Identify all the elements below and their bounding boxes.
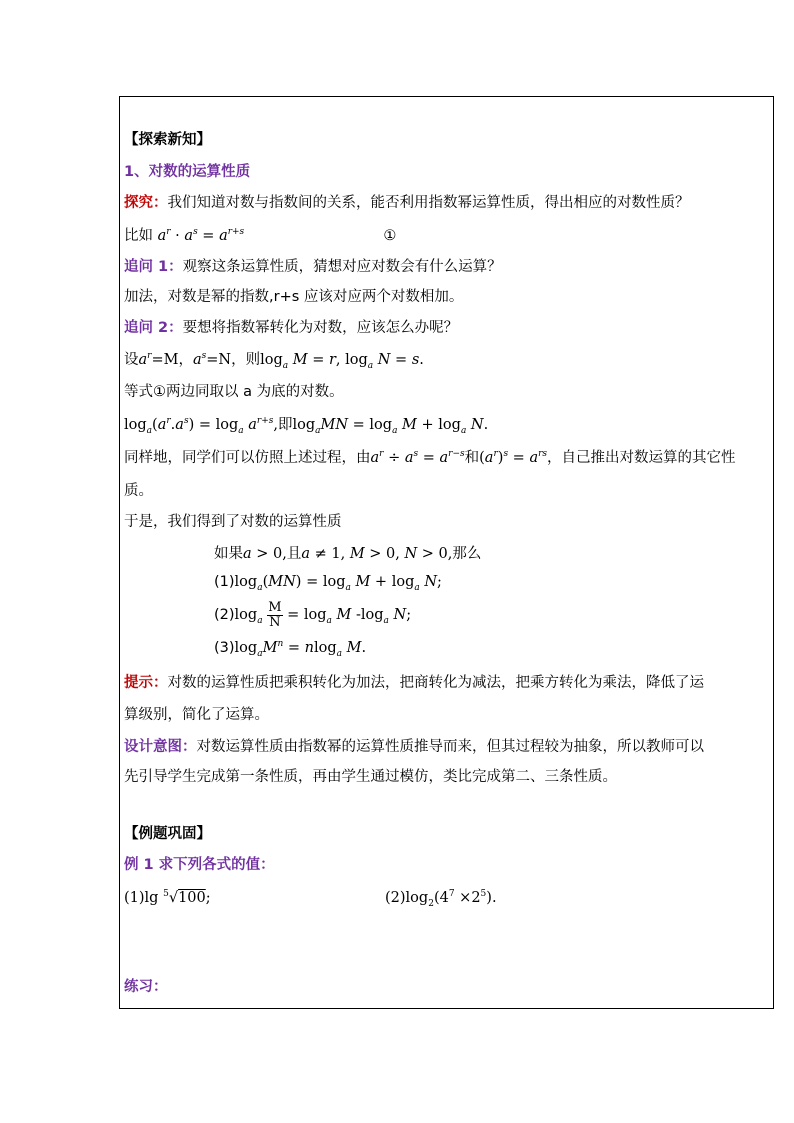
q2-text: 要想将指数幂转化为对数，应该怎么办呢？: [182, 320, 459, 336]
practice-label: 练习：: [124, 979, 168, 995]
hint-paragraph: [124, 673, 704, 693]
q2-label: 追问 2：: [124, 320, 183, 336]
q2-step-text: 等式①两边同取以 a 为底的对数。: [124, 384, 344, 400]
design-paragraph: [124, 737, 704, 757]
similar-formula-1: $a^r \div a^s = a^{r-s}$: [370, 449, 465, 466]
q1-label: 追问 1：: [124, 259, 183, 275]
design-text-2: 先引导学生完成第一条性质，再由学生通过模仿，类比完成第二、三条性质。: [124, 769, 617, 785]
p3-number: (3): [214, 640, 235, 656]
condition-formula: a > 0,且a ≠ 1, M > 0, N > 0,那么: [243, 546, 482, 562]
q2-set-line: [124, 350, 424, 370]
set-prefix: 设: [124, 352, 139, 368]
property-2: $(2)\log_a$ $\frac{M}{N}$ = $\log_a M$ $-\log_a$ N;: [214, 599, 412, 630]
design-label: 设计意图：: [124, 739, 197, 755]
property-3: $(3)\log_aM^n = nlog_a$ M.: [214, 639, 367, 659]
example-formula: $a^r \cdot a^s = a^{r+s}$: [157, 227, 245, 244]
similar-text-2: ，自己推出对数运算的其它性: [547, 450, 736, 466]
q1-answer: 加法，对数是幂的指数,r+s 应该对应两个对数相加。: [124, 289, 464, 305]
fraction-m-over-n: $\frac{M}{N}$: [268, 599, 282, 630]
hint-label: 提示：: [124, 675, 168, 691]
condition-prefix: 如果: [214, 546, 243, 562]
property-1: $(1)\log_a(MN) = \log_a M + \log_a N$;: [214, 574, 442, 593]
example1-item2: $(2)\log_2(4^7 \times 2^5)$.: [385, 889, 497, 909]
example-prefix: 比如: [124, 228, 153, 244]
example-marker: ①: [383, 228, 397, 244]
p2-number: (2): [214, 607, 235, 623]
explore-example: [124, 226, 396, 246]
topic-title: 1、对数的运算性质: [124, 164, 251, 180]
explore-text: 我们知道对数与指数间的关系，能否利用指数幂运算性质，得出相应的对数性质？: [167, 195, 690, 211]
example1-label: 例 1 求下列各式的值：: [124, 857, 275, 873]
explore-label: 探究：: [124, 195, 168, 211]
derive-formula: $\log_a(a^r.a^s) = \log_a a^{r+s}$,即$\log_aMN = \log_a M + \log_a N$.: [124, 416, 489, 436]
properties-condition: [214, 544, 481, 564]
hint-text-2: 算级别，简化了运算。: [124, 707, 269, 723]
hint-text: 对数的运算性质把乘积转化为加法，把商转化为减法，把乘方转化为乘法，降低了运: [167, 675, 704, 691]
set-formula: $a^r=M$，$a^s=N$，则$\log_a M = r$, $\log_a N = s$.: [138, 351, 424, 371]
p1-number: (1): [214, 574, 235, 590]
design-text: 对数运算性质由指数幂的运算性质推导而来，但其过程较为抽象，所以教师可以: [196, 739, 704, 755]
q1-paragraph: [124, 257, 502, 277]
q2-similar-line: [124, 448, 736, 468]
q2-derive-line: [124, 415, 488, 435]
example1-item1: (1)lg $^5$√100;: [124, 889, 211, 906]
q1-text: 观察这条运算性质，猜想对应对数会有什么运算？: [182, 259, 502, 275]
q2-paragraph: [124, 318, 458, 338]
properties-intro: 于是，我们得到了对数的运算性质: [124, 514, 342, 530]
similar-and: 和: [464, 450, 480, 466]
similar-formula-2: $(a^r)^s = a^{rs}$: [479, 449, 548, 466]
section-heading-examples: 【例题巩固】: [124, 826, 211, 842]
section-heading-explore: 【探索新知】: [124, 132, 211, 148]
similar-text-3: 质。: [124, 483, 153, 499]
explore-paragraph: [124, 193, 690, 213]
similar-text-1: 同样地，同学们可以仿照上述过程，由: [124, 450, 371, 466]
